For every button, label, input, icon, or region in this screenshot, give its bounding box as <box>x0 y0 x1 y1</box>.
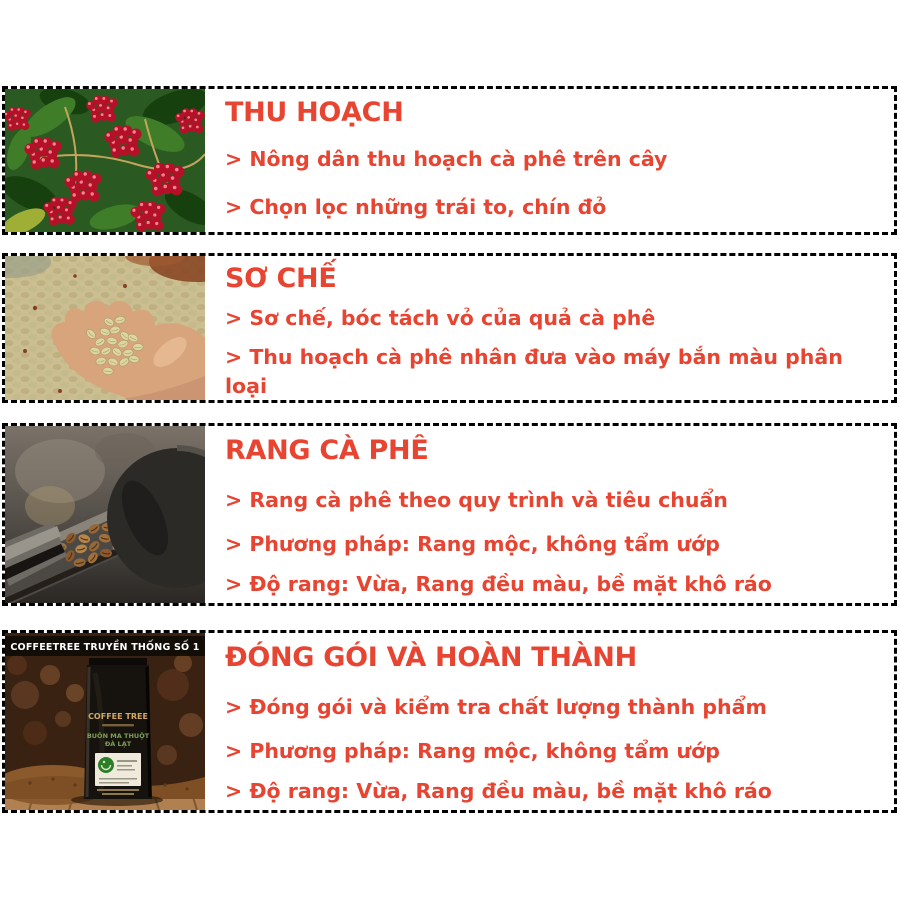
bullet-line: > Rang cà phê theo quy trình và tiêu chuẩn <box>225 488 728 513</box>
photo-banner <box>5 636 205 656</box>
section-rang-ca-phe <box>2 423 897 606</box>
green-beans-illustration <box>5 256 205 400</box>
bullet-line: > Đóng gói và kiểm tra chất lượng thành phẩm <box>225 695 767 720</box>
section-title: THU HOẠCH <box>225 97 404 128</box>
coffee-cherries-illustration <box>5 89 205 232</box>
coffee-bag <box>84 658 152 799</box>
package-origin-line1: BUÔN MA THUỘT <box>86 732 150 740</box>
bullet-line: > Phương pháp: Rang mộc, không tẩm ướp <box>225 531 720 556</box>
bullet-line: > Phương pháp: Rang mộc, không tẩm ướp <box>225 738 720 763</box>
section-title: ĐÓNG GÓI VÀ HOÀN THÀNH <box>225 642 637 673</box>
bullet-line: > Sơ chế, bóc tách vỏ của quả cà phê <box>225 306 656 331</box>
package-origin-line2: ĐÀ LẠT <box>104 740 132 748</box>
section-so-che <box>2 253 897 403</box>
bullet-line: > Độ rang: Vừa, Rang đều màu, bề mặt khô ráo <box>225 778 772 803</box>
section-dong-goi <box>2 630 897 813</box>
section-title: RANG CÀ PHÊ <box>225 435 429 466</box>
coffee-cherries-photo <box>5 89 205 232</box>
section-content <box>225 256 888 401</box>
section-title: SƠ CHẾ <box>225 263 337 294</box>
bullet-line: > Chọn lọc những trái to, chín đỏ <box>225 194 607 219</box>
package-label <box>95 753 141 786</box>
package-illustration <box>5 633 205 810</box>
roaster-illustration <box>5 426 205 603</box>
section-content <box>225 89 888 222</box>
section-thu-hoach <box>2 86 897 235</box>
bullet-line: > Độ rang: Vừa, Rang đều màu, bề mặt khô ráo <box>225 571 772 596</box>
banner-text: COFFEETREE TRUYỀN THỐNG SỐ 1 <box>10 642 200 653</box>
package-brand-text: COFFEE TREE <box>88 712 148 721</box>
section-content <box>225 426 888 599</box>
bullet-line: > Nông dân thu hoạch cà phê trên cây <box>225 147 668 172</box>
green-beans-photo <box>5 256 205 400</box>
packaged-product-photo <box>5 633 205 810</box>
roaster-photo <box>5 426 205 603</box>
bullet-line: > Thu hoạch cà phê nhân đưa vào máy bắn màu phân loại <box>225 344 843 398</box>
section-content <box>225 633 888 806</box>
